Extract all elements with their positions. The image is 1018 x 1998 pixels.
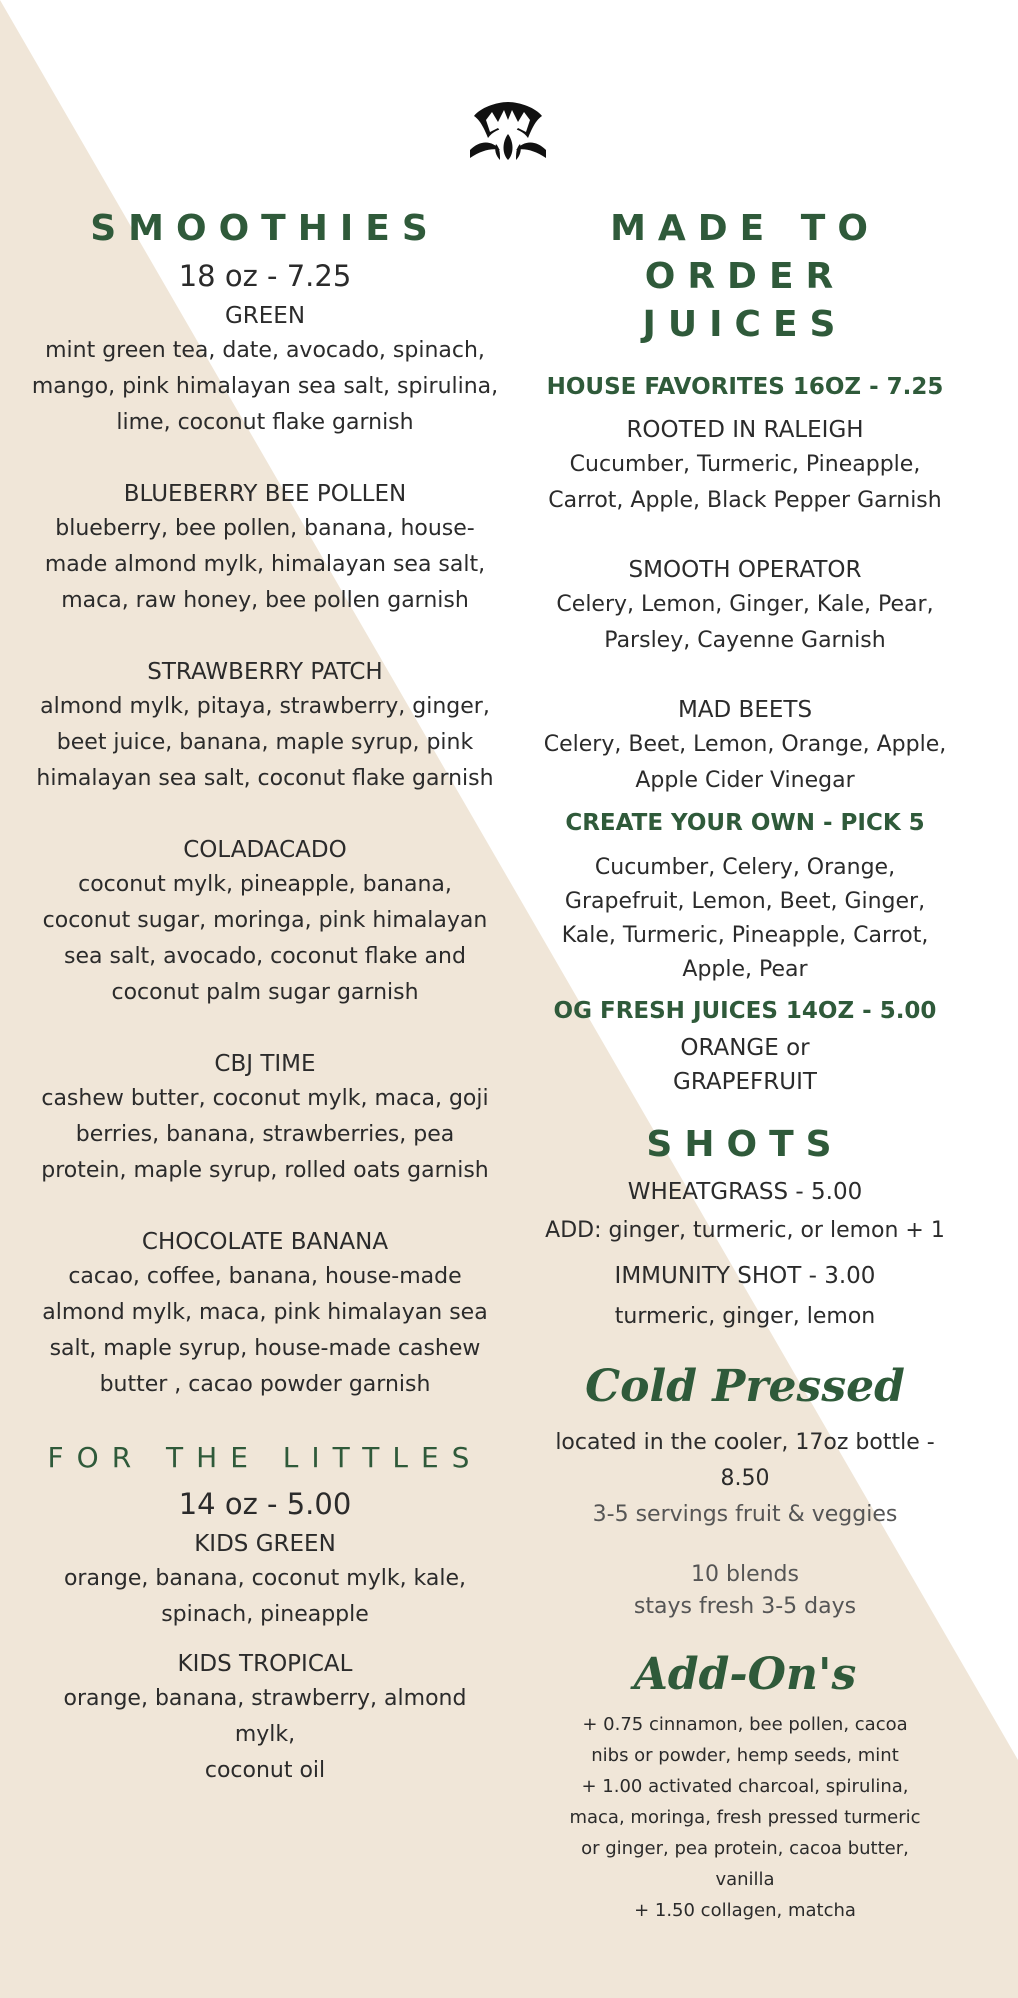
littles-list — [30, 1527, 500, 1789]
juice-list — [530, 413, 960, 799]
menu-item-desc-line: blueberry, bee pollen, banana, house- — [55, 516, 475, 541]
addons-list — [530, 1709, 960, 1926]
menu-item-name: SMOOTH OPERATOR — [628, 557, 862, 583]
menu-item-desc-line: coconut oil — [204, 1758, 326, 1783]
addon-line: or ginger, pea protein, cacoa butter, — [581, 1838, 909, 1859]
menu-item-desc-line: salt, maple syrup, house-made cashew — [49, 1336, 481, 1361]
menu-item-desc-line: Celery, Lemon, Ginger, Kale, Pear, — [556, 592, 934, 617]
addon-line: + 1.00 activated charcoal, spirulina, — [581, 1776, 909, 1797]
menu-item-desc-line: coconut mylk, pineapple, banana, — [78, 872, 452, 897]
create-own-list — [530, 851, 960, 987]
menu-item-desc-line: orange, banana, strawberry, almond mylk, — [63, 1686, 467, 1747]
menu-item-desc-line: made almond mylk, himalayan sea salt, — [44, 552, 486, 577]
smoothies-title: SMOOTHIES — [90, 208, 440, 249]
juices-title-line2: JUICES — [642, 304, 848, 345]
menu-item-desc-line: mint green tea, date, avocado, spinach, — [45, 338, 485, 363]
menu-item — [530, 693, 960, 799]
shots-title: SHOTS — [646, 1124, 844, 1165]
wheatgrass-item: WHEATGRASS - 5.00 — [627, 1179, 863, 1205]
create-own-line: Kale, Turmeric, Pineapple, Carrot, — [561, 923, 929, 948]
menu-item-desc-line: Apple Cider Vinegar — [635, 768, 855, 793]
addon-line: maca, moringa, fresh pressed turmeric — [569, 1807, 921, 1828]
menu-item-desc-line: protein, maple syrup, rolled oats garnish — [41, 1158, 489, 1183]
menu-item-name: STRAWBERRY PATCH — [147, 659, 383, 685]
og-list — [530, 1031, 960, 1099]
menu-item — [30, 477, 500, 619]
menu-item-name: GREEN — [224, 303, 306, 329]
menu-item-name: MAD BEETS — [677, 697, 813, 723]
juices-column — [530, 205, 960, 1926]
create-own-line: Grapefruit, Lemon, Beet, Ginger, — [564, 889, 926, 914]
cold-pressed-line3: 10 blends — [691, 1562, 799, 1587]
littles-title: FOR THE LITTLES — [47, 1441, 483, 1474]
menu-item-desc-line: maca, raw honey, bee pollen garnish — [61, 588, 469, 613]
juices-title-line1: MADE TO ORDER — [610, 208, 880, 297]
cold-pressed-line2: 3-5 servings fruit & veggies — [592, 1502, 898, 1527]
menu-item-desc-line: cacao, coffee, banana, house-made — [68, 1264, 462, 1289]
menu-item — [530, 553, 960, 659]
menu-item-desc-line: spinach, pineapple — [161, 1602, 369, 1627]
addons-title: Add-On's — [633, 1649, 857, 1700]
immunity-item: IMMUNITY SHOT - 3.00 — [614, 1263, 876, 1289]
wheatgrass-add: ADD: ginger, turmeric, or lemon + 1 — [545, 1218, 945, 1243]
menu-item — [30, 1225, 500, 1403]
create-own-heading: CREATE YOUR OWN - PICK 5 — [565, 810, 925, 836]
menu-item — [30, 655, 500, 797]
menu-item — [30, 1527, 500, 1633]
menu-item-name: COLADACADO — [183, 837, 347, 863]
og-line: ORANGE or — [680, 1035, 810, 1061]
smoothies-column — [30, 205, 500, 1803]
menu-item-desc-line: almond mylk, pitaya, strawberry, ginger, — [40, 694, 490, 719]
menu-item — [30, 1647, 500, 1789]
menu-item-desc-line: cashew butter, coconut mylk, maca, goji — [41, 1086, 489, 1111]
menu-item — [530, 413, 960, 519]
menu-item-desc-line: himalayan sea salt, coconut flake garnish — [36, 766, 494, 791]
menu-item-desc-line: orange, banana, coconut mylk, kale, — [63, 1566, 467, 1591]
menu-item-name: CBJ TIME — [214, 1051, 316, 1077]
menu-item-desc-line: Cucumber, Turmeric, Pineapple, — [569, 452, 921, 477]
immunity-desc: turmeric, ginger, lemon — [614, 1304, 876, 1329]
addon-line: vanilla — [715, 1869, 775, 1890]
menu-item-desc-line: sea salt, avocado, coconut flake and — [64, 944, 466, 969]
menu-item-desc-line: Carrot, Apple, Black Pepper Garnish — [548, 488, 942, 513]
addon-line: + 1.50 collagen, matcha — [634, 1900, 856, 1921]
menu-item-desc-line: almond mylk, maca, pink himalayan sea — [42, 1300, 488, 1325]
menu-item-desc-line: butter , cacao powder garnish — [99, 1372, 431, 1397]
menu-item-desc-line: mango, pink himalayan sea salt, spirulina, — [31, 374, 499, 399]
menu-item-desc-line: Parsley, Cayenne Garnish — [604, 628, 886, 653]
menu-item-desc-line: beet juice, banana, maple syrup, pink — [56, 730, 474, 755]
menu-item-name: KIDS TROPICAL — [177, 1651, 353, 1677]
menu-item — [30, 299, 500, 441]
menu-item-name: BLUEBERRY BEE POLLEN — [123, 481, 407, 507]
menu-item-desc-line: lime, coconut flake garnish — [116, 410, 414, 435]
menu-item-name: ROOTED IN RALEIGH — [626, 417, 864, 443]
addon-line: nibs or powder, hemp seeds, mint — [591, 1745, 899, 1766]
house-favorites-heading: HOUSE FAVORITES 16OZ - 7.25 — [546, 374, 944, 400]
addon-line: + 0.75 cinnamon, bee pollen, cacoa — [582, 1714, 908, 1735]
littles-price: 14 oz - 5.00 — [178, 1487, 352, 1521]
menu-item — [30, 1047, 500, 1189]
smoothie-list — [30, 299, 500, 1403]
menu-item-desc-line: coconut sugar, moringa, pink himalayan — [42, 908, 488, 933]
smoothies-price: 18 oz - 7.25 — [178, 259, 352, 293]
menu-item-name: KIDS GREEN — [194, 1531, 336, 1557]
menu-item-name: CHOCOLATE BANANA — [141, 1229, 389, 1255]
og-line: GRAPEFRUIT — [673, 1069, 817, 1095]
menu-item-desc-line: berries, banana, strawberries, pea — [75, 1122, 455, 1147]
menu-item-desc-line: coconut palm sugar garnish — [111, 980, 419, 1005]
cold-pressed-title: Cold Pressed — [585, 1361, 905, 1412]
cold-pressed-line1: located in the cooler, 17oz bottle - 8.50 — [555, 1430, 935, 1491]
create-own-line: Apple, Pear — [682, 957, 808, 982]
menu-item-desc-line: Celery, Beet, Lemon, Orange, Apple, — [543, 732, 947, 757]
lotus-logo-icon — [466, 98, 550, 162]
create-own-line: Cucumber, Celery, Orange, — [594, 855, 896, 880]
og-heading: OG FRESH JUICES 14OZ - 5.00 — [553, 998, 937, 1024]
cold-pressed-line4: stays fresh 3-5 days — [633, 1594, 857, 1619]
menu-item — [30, 833, 500, 1011]
